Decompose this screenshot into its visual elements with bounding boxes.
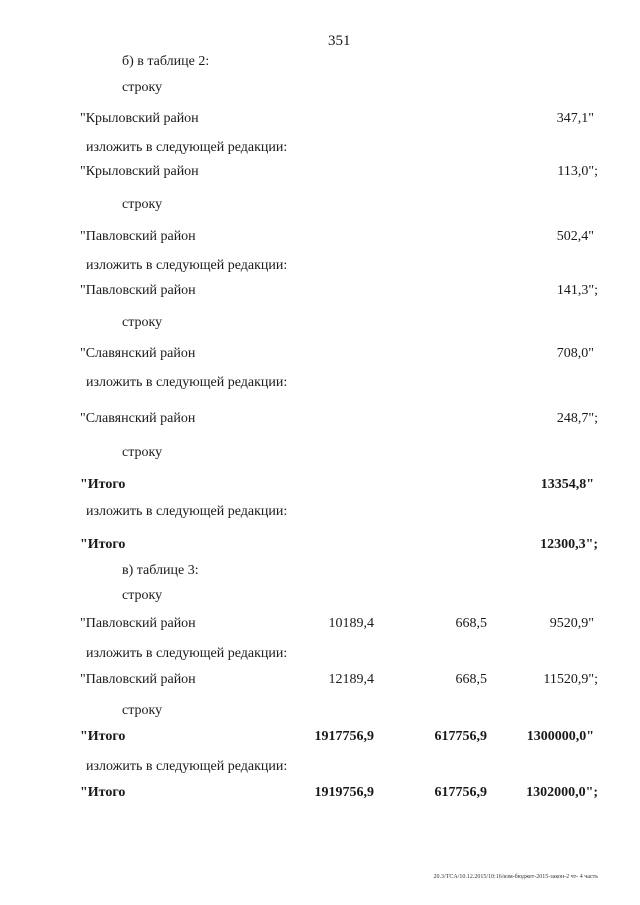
total-old-name: "Итого: [80, 477, 126, 492]
izlozhit-label: изложить в следующей редакции:: [86, 646, 288, 661]
t3-total-old-c3: 1300000,0": [526, 729, 594, 744]
t3-pavlov-new-c2: 668,5: [455, 672, 487, 687]
t3-pavlov-old-c2: 668,5: [455, 616, 487, 631]
t3-pavlov-old-name: "Павловский район: [80, 616, 196, 631]
izlozhit-label: изложить в следующей редакции:: [86, 504, 288, 519]
stroku-label: строку: [122, 588, 163, 603]
document-footer: 20.3/TCA/10.12.2015/10:16/изм-бюджет-2015-закон-2 чт- 4 часть: [433, 874, 598, 880]
t3-pavlov-old-c1: 10189,4: [328, 616, 374, 631]
pavlov-old-value: 502,4": [556, 229, 594, 244]
izlozhit-label: изложить в следующей редакции:: [86, 140, 288, 155]
t3-total-new-name: "Итого: [80, 785, 126, 800]
izlozhit-label: изложить в следующей редакции:: [86, 759, 288, 774]
t3-pavlov-old-c3: 9520,9": [549, 616, 594, 631]
stroku-label: строку: [122, 445, 163, 460]
t3-total-new-c3: 1302000,0";: [526, 785, 598, 800]
slav-old-name: "Славянский район: [80, 346, 196, 361]
t3-total-old-c2: 617756,9: [434, 729, 487, 744]
t3-pavlov-new-c1: 12189,4: [328, 672, 374, 687]
t3-pavlov-new-name: "Павловский район: [80, 672, 196, 687]
krylov-new-name: "Крыловский район: [80, 164, 199, 179]
slav-new-value: 248,7";: [556, 411, 598, 426]
krylov-old-name: "Крыловский район: [80, 111, 199, 126]
total-new-name: "Итого: [80, 537, 126, 552]
total-new-value: 12300,3";: [540, 537, 598, 552]
total-old-value: 13354,8": [540, 477, 594, 492]
pavlov-new-name: "Павловский район: [80, 283, 196, 298]
izlozhit-label: изложить в следующей редакции:: [86, 258, 288, 273]
section-b-heading: б) в таблице 2:: [122, 54, 210, 69]
slav-new-name: "Славянский район: [80, 411, 196, 426]
t3-pavlov-new-c3: 11520,9";: [543, 672, 598, 687]
stroku-label: строку: [122, 703, 163, 718]
page-number: 351: [328, 33, 351, 49]
t3-total-new-c1: 1919756,9: [314, 785, 374, 800]
stroku-label: строку: [122, 197, 163, 212]
izlozhit-label: изложить в следующей редакции:: [86, 375, 288, 390]
krylov-old-value: 347,1": [556, 111, 594, 126]
t3-total-old-name: "Итого: [80, 729, 126, 744]
stroku-label: строку: [122, 80, 163, 95]
pavlov-old-name: "Павловский район: [80, 229, 196, 244]
krylov-new-value: 113,0";: [557, 164, 598, 179]
t3-total-old-c1: 1917756,9: [314, 729, 374, 744]
section-v-heading: в) таблице 3:: [122, 563, 199, 578]
t3-total-new-c2: 617756,9: [434, 785, 487, 800]
stroku-label: строку: [122, 315, 163, 330]
pavlov-new-value: 141,3";: [556, 283, 598, 298]
slav-old-value: 708,0": [556, 346, 594, 361]
